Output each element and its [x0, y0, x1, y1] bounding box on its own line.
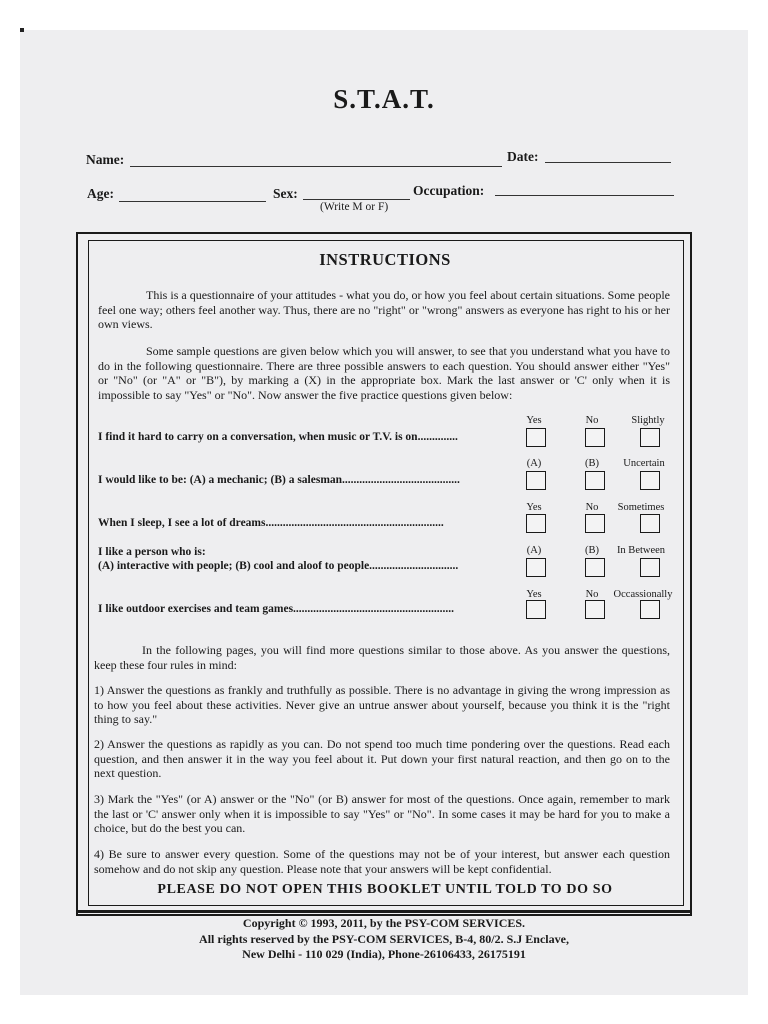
occupation-field[interactable] [495, 195, 674, 196]
date-label: Date: [507, 149, 539, 164]
rule-1: 1) Answer the questions as frankly and truthfully as possible. There is no advantage in giving the wrong impression as to how you feel about these activities. Never give an untrue answer about yourself, because you think it is the "right thing to say." [94, 683, 670, 726]
question-text: I like outdoor exercises and team games........................................................ [98, 603, 455, 615]
sex-hint: (Write M or F) [320, 201, 389, 213]
date-field[interactable] [545, 162, 671, 163]
option-label: Slightly [631, 415, 665, 426]
option-label: No [585, 589, 599, 600]
sex-field[interactable] [303, 199, 410, 200]
occupation-label: Occupation: [413, 183, 485, 198]
option-label: (A) [526, 458, 542, 469]
option-label: In Between [616, 545, 666, 556]
answer-checkbox-b[interactable] [585, 471, 605, 490]
instructions-heading: INSTRUCTIONS [319, 250, 451, 269]
sex-label: Sex: [273, 186, 298, 201]
answer-checkbox-a[interactable] [526, 471, 546, 490]
option-label: Yes [526, 589, 542, 600]
instructions-paragraph-2: Some sample questions are given below which you will answer, to see that you understand what you have to do in the following questionnaire. There are three possible answers to each question. You should answer either "Yes" or "No" (or "A" or "B"), by marking a (X) in the appropriate box. Mark the last answer or 'C' only when it is impossible to say "Yes" or "No". Now answer the five practice questions given below: [98, 344, 670, 402]
answer-checkbox-sometimes[interactable] [640, 514, 660, 533]
rule-2: 2) Answer the questions as rapidly as you can. Do not spend too much time pondering over the questions. Read each question, and then answer it in the way you feel about it. Put down your first natural reaction, and then go on to the next question. [94, 737, 670, 780]
answer-checkbox-uncertain[interactable] [640, 471, 660, 490]
answer-checkbox-b[interactable] [585, 558, 605, 577]
option-label: Yes [526, 502, 542, 513]
option-label: Uncertain [623, 458, 665, 469]
question-text: I like a person who is: (A) interactive with people; (B) cool and aloof to people............................... [98, 546, 459, 572]
name-field[interactable] [130, 166, 502, 167]
option-label: No [585, 415, 599, 426]
age-field[interactable] [119, 201, 266, 202]
option-label: (A) [526, 545, 542, 556]
copyright-line-3: New Delhi - 110 029 (India), Phone-26106433, 26175191 [242, 947, 526, 961]
option-label: Sometimes [617, 502, 665, 513]
answer-checkbox-no[interactable] [585, 514, 605, 533]
answer-checkbox-in-between[interactable] [640, 558, 660, 577]
answer-checkbox-no[interactable] [585, 600, 605, 619]
page-title: S.T.A.T. [333, 84, 435, 114]
rules-intro: In the following pages, you will find more questions similar to those above. As you answer the questions, keep these four rules in mind: [94, 643, 670, 672]
copyright-line-1: Copyright © 1993, 2011, by the PSY-COM SERVICES. [242, 916, 526, 930]
instructions-paragraph-1: This is a questionnaire of your attitudes - what you do, or how you feel about certain situations. Some people feel one way; others feel another way. Thus, there are no "right" or "wrong" answers as everyone has right to his or her own views. [98, 288, 670, 331]
option-label: (B) [585, 545, 599, 556]
answer-checkbox-no[interactable] [585, 428, 605, 447]
option-label: (B) [585, 458, 599, 469]
answer-checkbox-slightly[interactable] [640, 428, 660, 447]
question-text: When I sleep, I see a lot of dreams.............................................................. [98, 517, 444, 529]
corner-mark [20, 28, 24, 32]
name-label: Name: [86, 152, 125, 167]
answer-checkbox-yes[interactable] [526, 514, 546, 533]
option-label: Occassionally [613, 589, 673, 600]
rule-3: 3) Mark the "Yes" (or A) answer or the "No" (or B) answer for most of the questions. Once again, remember to mark the last or 'C' answer only when it is impossible to say "Yes" or "No". In some cases it may be hard for you to make a choice, but do the best you can. [94, 792, 670, 835]
question-text: I find it hard to carry on a conversation, when music or T.V. is on.............. [98, 431, 458, 443]
copyright-line-2: All rights reserved by the PSY-COM SERVICES, B-4, 80/2. S.J Enclave, [199, 932, 569, 946]
do-not-open-notice: PLEASE DO NOT OPEN THIS BOOKLET UNTIL TOLD TO DO SO [157, 882, 613, 897]
rule-4: 4) Be sure to answer every question. Some of the questions may not be of your interest, but answer each question somehow and do not skip any question. Please note that your answers will be kept confidential. [94, 847, 670, 876]
answer-checkbox-a[interactable] [526, 558, 546, 577]
answer-checkbox-yes[interactable] [526, 428, 546, 447]
question-text: I would like to be: (A) a mechanic; (B) a salesman......................................... [98, 474, 460, 486]
frame-bottom-rule [78, 910, 692, 913]
answer-checkbox-occasionally[interactable] [640, 600, 660, 619]
answer-checkbox-yes[interactable] [526, 600, 546, 619]
age-label: Age: [87, 186, 114, 201]
option-label: No [585, 502, 599, 513]
option-label: Yes [526, 415, 542, 426]
